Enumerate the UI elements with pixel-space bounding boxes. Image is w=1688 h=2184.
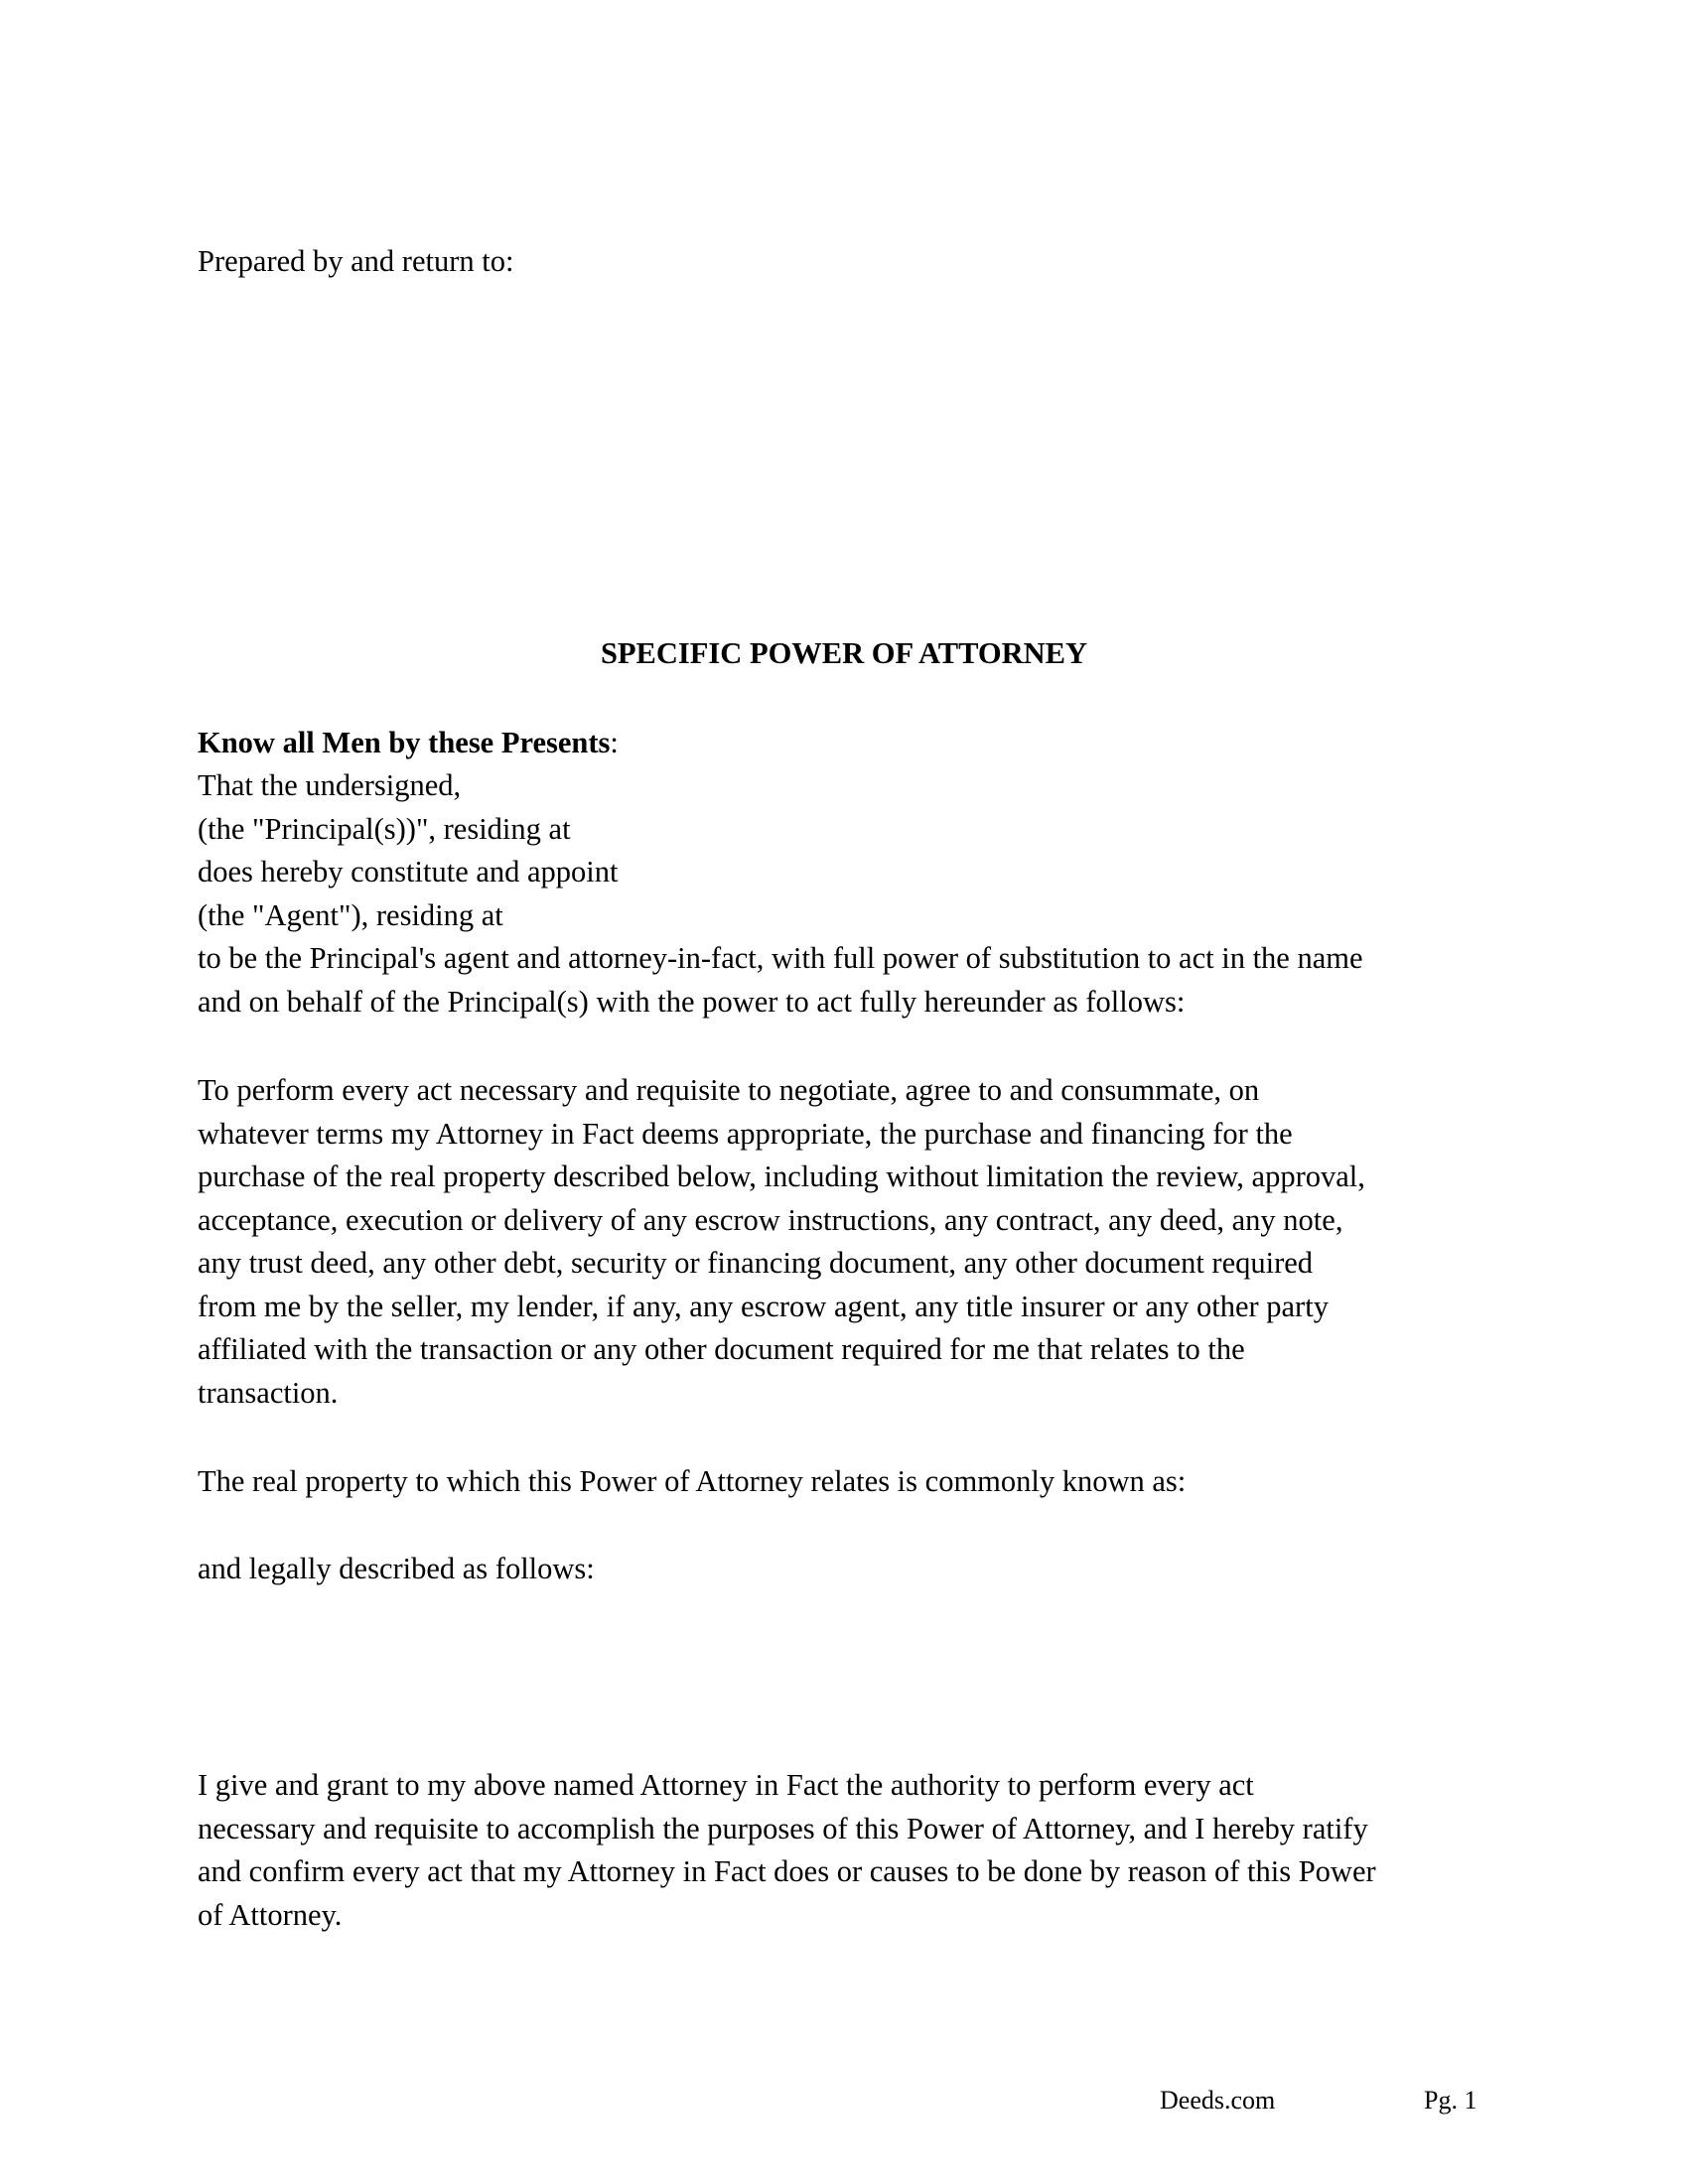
legally-described-line: and legally described as follows: (198, 1552, 595, 1585)
perform-paragraph-line: from me by the seller, my lender, if any, any escrow agent, any title insurer or any other party (198, 1290, 1329, 1323)
grant-paragraph-line: I give and grant to my above named Attorney in Fact the authority to perform every act (198, 1768, 1254, 1802)
perform-paragraph-line: whatever terms my Attorney in Fact deems appropriate, the purchase and financing for the (198, 1117, 1293, 1151)
perform-paragraph-line: acceptance, execution or delivery of any escrow instructions, any contract, any deed, any note, (198, 1203, 1343, 1237)
perform-paragraph-line: To perform every act necessary and requisite to negotiate, agree to and consummate, on (198, 1073, 1260, 1107)
intro-line: (the "Principal(s))", residing at (198, 812, 571, 846)
grant-paragraph-line: necessary and requisite to accomplish the purposes of this Power of Attorney, and I hereby ratify (198, 1812, 1368, 1845)
perform-paragraph-line: transaction. (198, 1376, 339, 1410)
grant-paragraph-line: and confirm every act that my Attorney in Fact does or causes to be done by reason of this Power (198, 1854, 1376, 1888)
know-all-men-line (198, 721, 619, 764)
document-title: SPECIFIC POWER OF ATTORNEY (600, 636, 1088, 670)
footer-site-name: Deeds.com (1160, 2086, 1276, 2115)
intro-line: (the "Agent"), residing at (198, 898, 503, 932)
perform-paragraph-line: any trust deed, any other debt, security or financing document, any other document required (198, 1246, 1314, 1280)
know-all-men-colon: : (610, 726, 619, 759)
perform-paragraph-line: purchase of the real property described below, including without limitation the review, approval, (198, 1160, 1365, 1193)
intro-line: That the undersigned, (198, 768, 462, 802)
intro-line: does hereby constitute and appoint (198, 855, 619, 888)
perform-paragraph-line: affiliated with the transaction or any other document required for me that relates to the (198, 1332, 1245, 1366)
footer-page-number: Pg. 1 (1424, 2086, 1477, 2115)
prepared-by-line: Prepared by and return to: (198, 244, 514, 278)
intro-line: to be the Principal's agent and attorney-in-fact, with full power of substitution to act in the name (198, 941, 1363, 975)
intro-line: and on behalf of the Principal(s) with the power to act fully hereunder as follows: (198, 985, 1186, 1019)
grant-paragraph-line: of Attorney. (198, 1898, 343, 1932)
property-known-as-line: The real property to which this Power of Attorney relates is commonly known as: (198, 1464, 1187, 1498)
know-all-men-label: Know all Men by these Presents (198, 726, 611, 759)
